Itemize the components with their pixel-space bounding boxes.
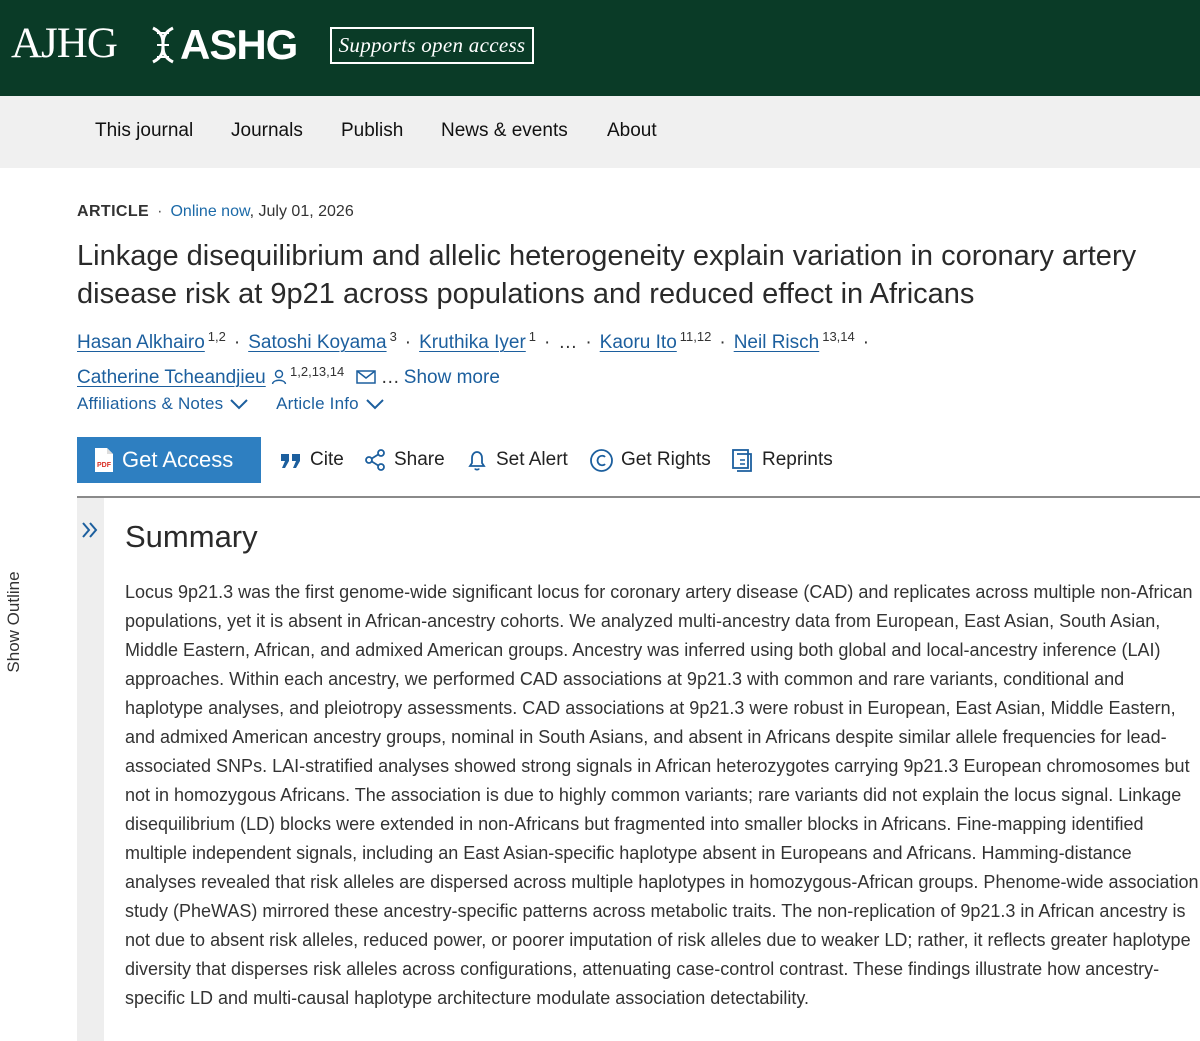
article-type: ARTICLE xyxy=(77,203,150,220)
article-dropdowns xyxy=(77,393,407,415)
share-icon xyxy=(363,448,387,472)
journal-logo[interactable]: AJHG xyxy=(11,20,117,67)
set-alert-button[interactable] xyxy=(465,446,568,474)
author-separator: · xyxy=(585,332,592,353)
author-separator: · xyxy=(404,332,412,353)
author-link[interactable]: Neil Risch xyxy=(733,332,820,353)
get-access-label: Get Access xyxy=(122,447,234,472)
copyright-icon xyxy=(589,448,614,473)
show-outline-button[interactable] xyxy=(77,498,104,1041)
author-separator: · xyxy=(233,332,241,353)
author-link[interactable]: Catherine Tcheandjieu xyxy=(77,367,266,388)
summary-heading: Summary xyxy=(125,519,258,554)
chevron-down-icon xyxy=(229,398,249,410)
envelope-icon[interactable] xyxy=(356,369,376,385)
society-logo-text: ASHG xyxy=(180,21,298,68)
dna-icon xyxy=(148,24,178,66)
author-separator: · xyxy=(544,332,551,353)
pdf-icon xyxy=(93,447,115,473)
publication-date: , July 01, 2026 xyxy=(249,203,354,220)
author-affiliation: 3 xyxy=(389,329,397,344)
article-title: Linkage disequilibrium and allelic heterogeneity explain variation in coronary artery disease risk at 9p21 across populations and reduced effect in Africans xyxy=(77,240,1137,310)
author-affiliation: 13,14 xyxy=(822,329,855,344)
author-affiliation: 1 xyxy=(528,329,537,344)
share-button[interactable] xyxy=(363,446,445,474)
article-meta xyxy=(77,202,354,222)
summary-text: Locus 9p21.3 was the first genome-wide significant locus for coronary artery disease (CAD) and replicates across multiple non-African populations, yet it is absent in African-ancestry cohorts. We analyzed multi-ancestry data from European, East Asian, South Asian, Middle Eastern, African, and admixed American groups. Ancestry was inferred using both global and local-ancestry inference (LAI) approaches. Within each ancestry, we performed CAD associations at 9p21.3 with common and rare variants, conditional and haplotype analyses, and pleiotropy assessments. CAD associations at 9p21.3 were robust in European, East Asian, Middle Eastern, and admixed American ancestry groups, nominal in South Asians, and absent in Africans despite similar allele frequencies for lead-associated SNPs. LAI-stratified analyses showed strong signals in African heterozygotes carrying 9p21.3 European chromosomes but not in homozygous Africans. The association is due to highly common variants; rare variants did not explain the locus signal. Linkage disequilibrium (LD) blocks were extended in non-Africans but fragmented into smaller blocks in Africans. Fine-mapping identified multiple independent signals, including an East Asian-specific haplotype absent in Europeans and Africans. Hamming-distance analyses revealed that risk alleles are dispersed across multiple haplotypes in homozygous-African groups. Phenome-wide association study (PheWAS) mirrored these ancestry-specific patterns across metabolic traits. The non-replication of 9p21.3 in African ancestry is not due to absent risk alleles, reduced power, or poorer imputation of risk alleles due to weaker LD; rather, it reflects greater haplotype diversity that disperses risk alleles across configurations, attenuating case-control contrast. These findings illustrate how ancestry-specific LD and multi-causal haplotype architecture modulate association detectability. xyxy=(125,582,1199,1008)
author-separator: · xyxy=(719,332,726,353)
nav-this-journal[interactable]: This journal xyxy=(95,120,194,141)
author-link[interactable]: Kaoru Ito xyxy=(599,332,677,353)
toolbar-divider xyxy=(77,496,1200,498)
author-separator: · xyxy=(862,332,870,353)
nav-about[interactable]: About xyxy=(607,120,657,141)
open-access-badge[interactable]: Supports open access xyxy=(330,27,534,64)
author-affiliation: 1,2 xyxy=(207,329,226,344)
author-affiliation: 11,12 xyxy=(679,329,712,344)
article-info-dropdown[interactable] xyxy=(276,393,385,415)
show-more-link[interactable]: Show more xyxy=(403,367,500,388)
cite-button[interactable] xyxy=(279,446,344,474)
set-alert-label: Set Alert xyxy=(496,449,568,470)
online-now-link[interactable]: Online now xyxy=(170,203,250,220)
nav-journals[interactable]: Journals xyxy=(231,120,303,141)
cite-label: Cite xyxy=(310,449,344,470)
show-more-ellipsis: … xyxy=(380,367,400,388)
affiliations-dropdown[interactable] xyxy=(77,393,249,415)
svg-text:PDF: PDF xyxy=(97,462,111,469)
author-link[interactable]: Satoshi Koyama xyxy=(248,332,387,353)
double-chevron-right-icon xyxy=(79,520,101,540)
reprints-icon xyxy=(731,448,755,473)
show-outline-label: Show Outline xyxy=(4,571,23,673)
author-link[interactable]: Hasan Alkhairo xyxy=(77,332,205,353)
bell-icon xyxy=(465,448,489,472)
author-list xyxy=(77,322,1177,392)
nav-publish[interactable]: Publish xyxy=(341,120,404,141)
nav-news-events[interactable]: News & events xyxy=(441,120,568,141)
share-label: Share xyxy=(394,449,445,470)
chevron-down-icon xyxy=(365,398,385,410)
author-link[interactable]: Kruthika Iyer xyxy=(419,332,526,353)
get-rights-button[interactable] xyxy=(589,446,711,474)
author-affiliation: 1,2,13,14 xyxy=(290,364,345,379)
main-nav xyxy=(0,96,1200,168)
meta-separator: · xyxy=(157,203,163,220)
get-access-button[interactable] xyxy=(77,437,261,483)
quote-icon xyxy=(279,449,303,471)
article-info-label: Article Info xyxy=(276,394,359,413)
site-header xyxy=(0,0,1200,96)
society-logo[interactable] xyxy=(148,22,297,68)
reprints-label: Reprints xyxy=(762,449,833,470)
get-rights-label: Get Rights xyxy=(621,449,711,470)
affiliations-label: Affiliations & Notes xyxy=(77,394,224,413)
person-icon xyxy=(271,369,287,385)
reprints-button[interactable] xyxy=(731,446,833,474)
author-ellipsis: … xyxy=(558,332,578,353)
